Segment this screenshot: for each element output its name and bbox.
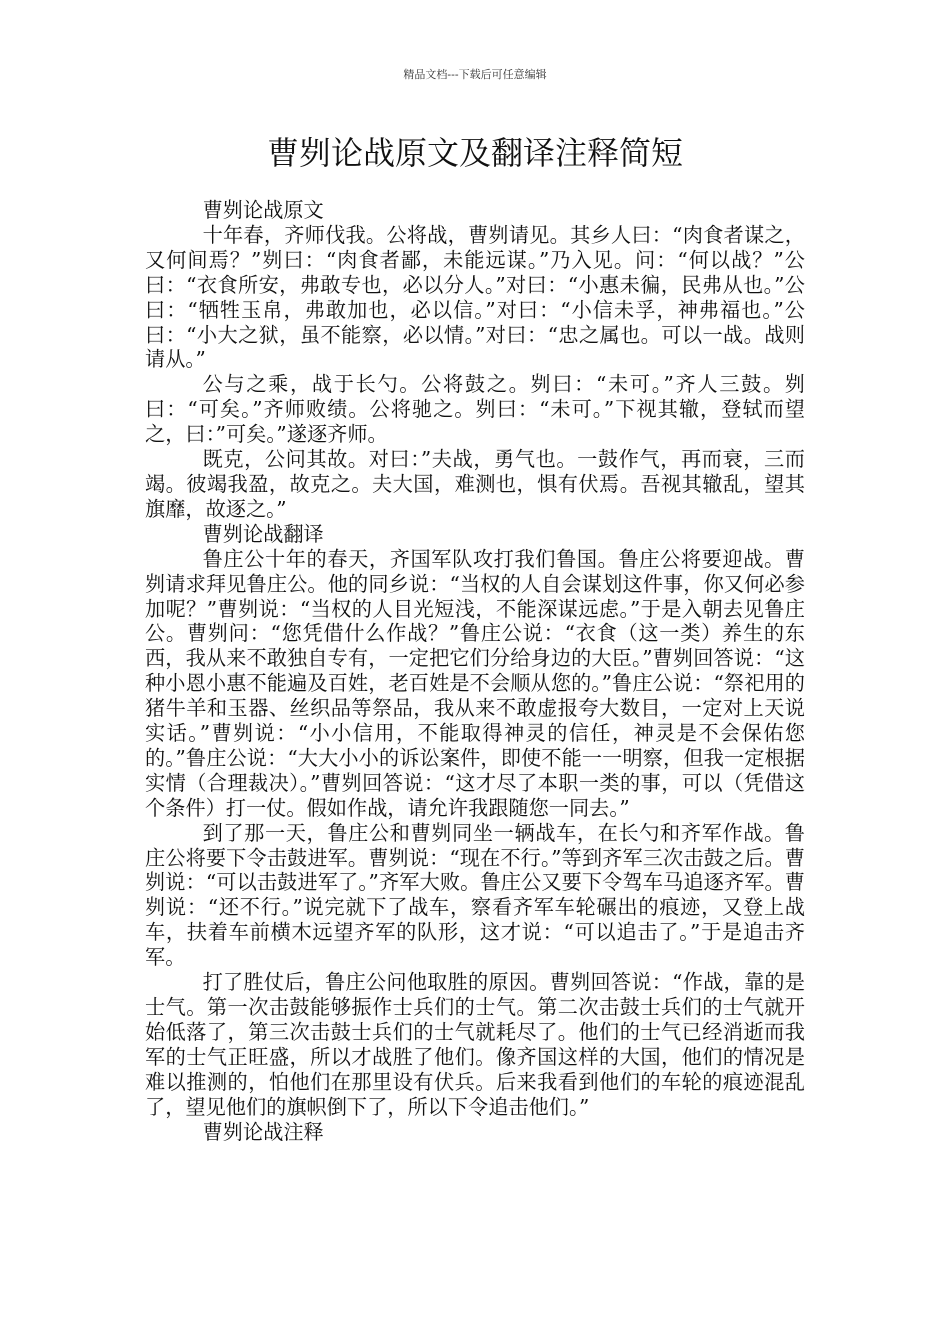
paragraph: 打了胜仗后，鲁庄公问他取胜的原因。曹刿回答说：“作战，靠的是士气。第一次击鼓能够振作士兵们的士气。第二次击鼓士兵们的士气就开始低落了，第三次击鼓士兵们的士气就耗尽了。他们的士气已经消逝而我军的士气正旺盛，所以才战胜了他们。像齐国这样的大国，他们的情况是难以推测的，怕他们在那里设有伏兵。后来我看到他们的车轮的痕迹混乱了，望见他们的旗帜倒下了，所以下令追击他们。”	[145, 970, 805, 1119]
section-heading-translation: 曹刿论战翻译	[202, 521, 324, 546]
section-heading-notes: 曹刿论战注释	[202, 1119, 324, 1144]
page-header: 精品文档---下载后可任意编辑	[403, 68, 547, 81]
section-heading-original: 曹刿论战原文	[202, 198, 324, 222]
document-body	[145, 198, 805, 1144]
paragraph: 鲁庄公十年的春天，齐国军队攻打我们鲁国。鲁庄公将要迎战。曹刿请求拜见鲁庄公。他的同乡说：“当权的人自会谋划这件事，你又何必参加呢？”曹刿说：“当权的人目光短浅，不能深谋远虑。”于是入朝去见鲁庄公。曹刿问：“您凭借什么作战？”鲁庄公说：“衣食（这一类）养生的东西，我从来不敢独自专有，一定把它们分给身边的大臣。”曹刿回答说：“这种小恩小惠不能遍及百姓，老百姓是不会顺从您的。”鲁庄公说：“祭祀用的猪牛羊和玉器、丝织品等祭品，我从来不敢虚报夸大数目，一定对上天说实话。”曹刿说：“小小信用，不能取得神灵的信任，神灵是不会保佑您的。”鲁庄公说：“大大小小的诉讼案件，即使不能一一明察，但我一定根据实情（合理裁决）。”曹刿回答说：“这才尽了本职一类的事，可以（凭借这个条件）打一仗。假如作战，请允许我跟随您一同去。”	[145, 546, 805, 820]
paragraph: 十年春，齐师伐我。公将战，曹刿请见。其乡人曰：“肉食者谋之，又何间焉？”刿曰：“肉食者鄙，未能远谋。”乃入见。问：“何以战？”公曰：“衣食所安，弗敢专也，必以分人。”对曰：“小惠未徧，民弗从也。”公曰：“牺牲玉帛，弗敢加也，必以信。”对曰：“小信未孚，神弗福也。”公曰：“小大之狱，虽不能察，必以情。”对曰：“忠之属也。可以一战。战则请从。”	[145, 222, 805, 372]
paragraph: 公与之乘，战于长勺。公将鼓之。刿曰：“未可。”齐人三鼓。刿曰：“可矣。”齐师败绩。公将驰之。刿曰：“未可。”下视其辙，登轼而望之，曰：”可矣。”遂逐齐师。	[145, 372, 805, 447]
paragraph: 既克，公问其故。对曰：”夫战，勇气也。一鼓作气，再而衰，三而竭。彼竭我盈，故克之。夫大国，难测也，惧有伏焉。吾视其辙乱，望其旗靡，故逐之。”	[145, 447, 805, 521]
paragraph: 到了那一天，鲁庄公和曹刿同坐一辆战车，在长勺和齐军作战。鲁庄公将要下令击鼓进军。曹刿说：“现在不行。”等到齐军三次击鼓之后。曹刿说：“可以击鼓进军了。”齐军大败。鲁庄公又要下令驾车马追逐齐军。曹刿说：“还不行。”说完就下了战车，察看齐军车轮碾出的痕迹，又登上战车，扶着车前横木远望齐军的队形，这才说：“可以追击了。”于是追击齐军。	[145, 820, 805, 970]
document-title: 曹刿论战原文及翻译注释简短	[266, 134, 683, 172]
